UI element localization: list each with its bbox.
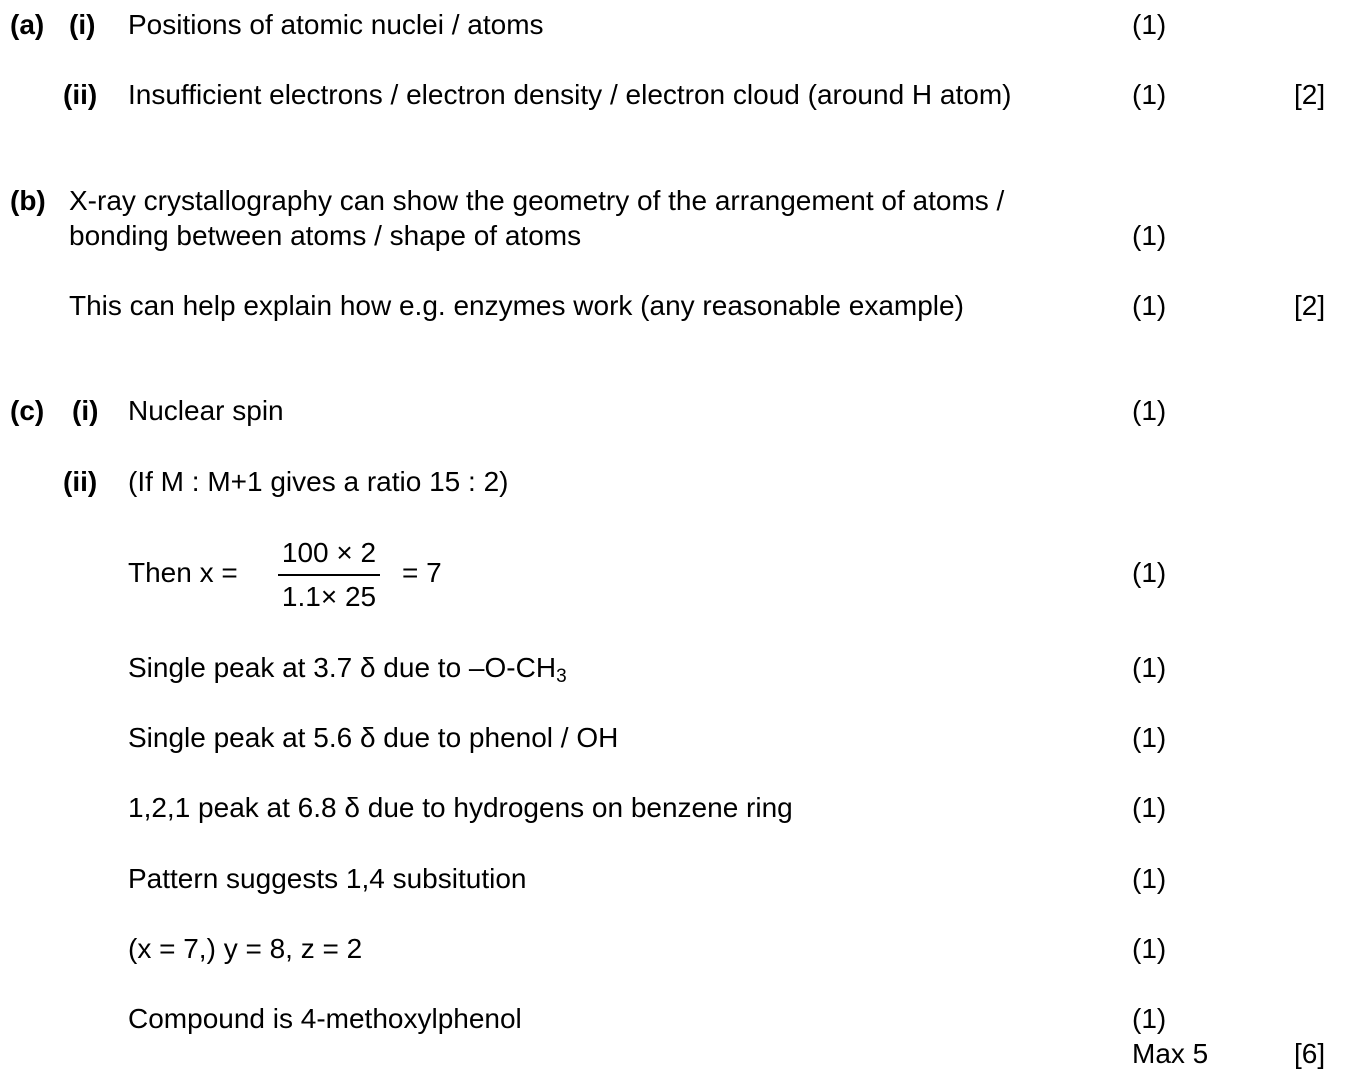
part-b-line3: This can help explain how e.g. enzymes work (any reasonable example) — [69, 290, 964, 321]
then-x-prefix: Then x = — [128, 557, 238, 588]
part-b-line1: X-ray crystallography can show the geometry of the arrangement of atoms / — [69, 185, 1005, 216]
part-a-total: [2] — [1294, 79, 1326, 110]
part-b-mark1: (1) — [1132, 220, 1167, 251]
part-c-label: (c) — [10, 395, 45, 426]
part-c-i-text: Nuclear spin — [128, 395, 284, 426]
part-c-ii-label: (ii) — [63, 466, 98, 497]
pattern-text: Pattern suggests 1,4 subsitution — [128, 863, 527, 894]
peak2-text: Single peak at 5.6 δ due to phenol / OH — [128, 722, 619, 753]
peak1-subscript: 3 — [556, 666, 567, 687]
compound-mark: (1) — [1132, 1003, 1167, 1034]
part-b-line2: bonding between atoms / shape of atoms — [69, 220, 582, 251]
part-a-i-text: Positions of atomic nuclei / atoms — [128, 9, 544, 40]
xyz-mark: (1) — [1132, 933, 1167, 964]
part-a-ii-label: (ii) — [63, 79, 98, 110]
fraction-numerator: 100 × 2 — [281, 537, 377, 568]
peak1-main: Single peak at 3.7 δ due to –O-CH — [128, 652, 557, 683]
part-a-i-label: (i) — [69, 9, 96, 40]
max-marks: Max 5 — [1132, 1038, 1209, 1069]
then-x-result: = 7 — [402, 557, 442, 588]
then-x-mark: (1) — [1132, 557, 1167, 588]
part-c-i-mark: (1) — [1132, 395, 1167, 426]
peak3-text: 1,2,1 peak at 6.8 δ due to hydrogens on benzene ring — [128, 792, 793, 823]
fraction-denominator: 1.1× 25 — [281, 581, 377, 612]
part-c-ii-intro: (If M : M+1 gives a ratio 15 : 2) — [128, 466, 509, 497]
compound-text: Compound is 4-methoxylphenol — [128, 1003, 522, 1034]
xyz-text: (x = 7,) y = 8, z = 2 — [128, 933, 363, 964]
part-a-label: (a) — [10, 9, 45, 40]
peak1-mark: (1) — [1132, 652, 1167, 683]
part-a-ii-mark: (1) — [1132, 79, 1167, 110]
part-c-total: [6] — [1294, 1038, 1326, 1069]
peak2-mark: (1) — [1132, 722, 1167, 753]
peak3-mark: (1) — [1132, 792, 1167, 823]
part-c-i-label: (i) — [72, 395, 99, 426]
fraction-bar — [278, 574, 380, 576]
part-a-ii-text: Insufficient electrons / electron density / electron cloud (around H atom) — [128, 79, 1012, 110]
part-b-label: (b) — [10, 185, 46, 216]
part-b-mark2: (1) — [1132, 290, 1167, 321]
pattern-mark: (1) — [1132, 863, 1167, 894]
peak1-text — [128, 651, 567, 685]
part-b-total: [2] — [1294, 290, 1326, 321]
part-a-i-mark: (1) — [1132, 9, 1167, 40]
